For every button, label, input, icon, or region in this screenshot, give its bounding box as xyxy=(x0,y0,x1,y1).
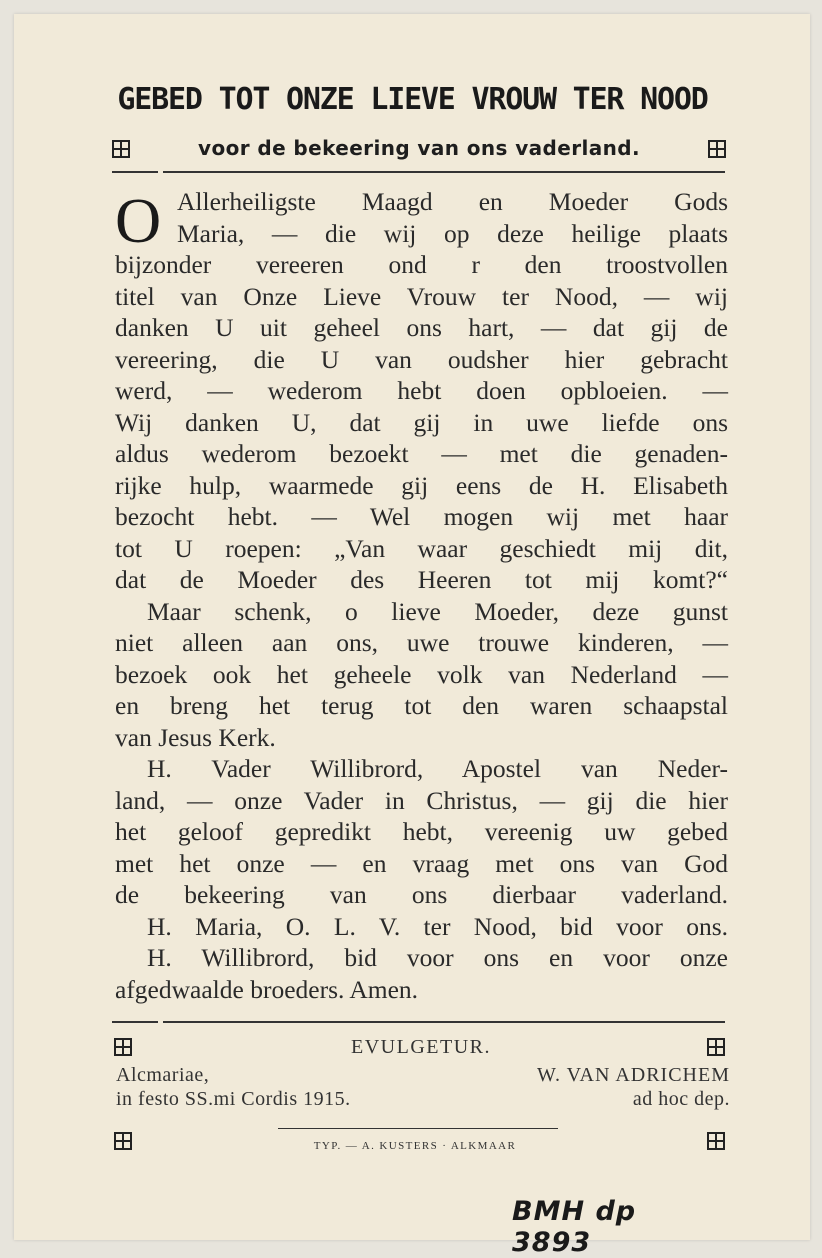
prayer-line: Maar schenk, o lieve Moeder, deze gunst xyxy=(147,596,728,626)
catalog-number: BMH dp 3893 xyxy=(512,1196,637,1258)
prayer-line: de bekeering van ons dierbaar vaderland. xyxy=(115,880,728,909)
ornament-icon xyxy=(112,140,130,158)
divider xyxy=(163,171,725,173)
ornament-icon xyxy=(707,1038,725,1056)
prayer-line: Maria, — die wij op deze heilige plaats xyxy=(177,218,728,248)
prayer-line: tot U roepen: „Van waar geschiedt mij dit, xyxy=(115,533,728,563)
prayer-line: het geloof gepredikt hebt, vereenig uw gebed xyxy=(115,817,728,846)
divider xyxy=(112,171,158,173)
prayer-line: H. Maria, O. L. V. ter Nood, bid voor ons. xyxy=(147,911,728,941)
prayer-line: titel van Onze Lieve Vrouw ter Nood, — wij xyxy=(115,281,728,311)
imprimatur-name: W. VAN ADRICHEM xyxy=(537,1064,730,1086)
prayer-line: werd, — wederom hebt doen opbloeien. — xyxy=(115,376,728,405)
imprimatur-role: ad hoc dep. xyxy=(632,1088,730,1110)
divider xyxy=(163,1021,725,1023)
prayer-line: Wij danken U, dat gij in uwe liefde ons xyxy=(115,407,728,437)
prayer-line: bezoek ook het geheele volk van Nederland — xyxy=(115,659,728,689)
prayer-subtitle: voor de bekeering van ons vaderland. xyxy=(198,136,640,160)
prayer-line: Allerheiligste Maagd en Moeder Gods xyxy=(177,187,728,216)
printer-imprint: TYP. — A. KUSTERS · ALKMAAR xyxy=(313,1140,517,1152)
imprimatur-date: in festo SS.mi Cordis 1915. xyxy=(116,1088,351,1110)
ornament-icon xyxy=(114,1038,132,1056)
prayer-line: afgedwaalde broeders. Amen. xyxy=(115,974,419,1004)
prayer-line: H. Willibrord, bid voor ons en voor onze xyxy=(147,943,728,972)
imprimatur-label: EVULGETUR. xyxy=(351,1036,491,1058)
prayer-line: danken U uit geheel ons hart, — dat gij de xyxy=(115,313,728,342)
prayer-line: land, — onze Vader in Christus, — gij die hier xyxy=(115,785,728,815)
prayer-line: met het onze — en vraag met ons van God xyxy=(115,848,728,878)
subtitle-row xyxy=(112,136,726,164)
prayer-line: bijzonder vereeren ond r den troostvollen xyxy=(115,250,728,279)
prayer-line: van Jesus Kerk. xyxy=(115,722,276,752)
prayer-line: dat de Moeder des Heeren tot mij komt?“ xyxy=(115,565,728,594)
prayer-line: en breng het terug tot den waren schaapstal xyxy=(115,691,728,720)
ornament-icon xyxy=(114,1132,132,1150)
imprimatur-place: Alcmariae, xyxy=(116,1064,210,1086)
ornament-icon xyxy=(707,1132,725,1150)
prayer-line: vereering, die U van oudsher hier gebracht xyxy=(115,344,728,374)
drop-cap: O xyxy=(115,185,162,256)
prayer-line: H. Vader Willibrord, Apostel van Neder- xyxy=(147,754,728,783)
divider xyxy=(278,1128,558,1129)
prayer-title: GEBED TOT ONZE LIEVE VROUW TER NOOD xyxy=(117,82,708,117)
prayer-line: niet alleen aan ons, uwe trouwe kinderen, — xyxy=(115,628,728,657)
ornament-icon xyxy=(708,140,726,158)
prayer-line: rijke hulp, waarmede gij eens de H. Elisabeth xyxy=(115,470,728,500)
prayer-body xyxy=(115,186,728,1005)
prayer-line: aldus wederom bezoekt — met die genaden- xyxy=(115,439,728,468)
prayer-line: bezocht hebt. — Wel mogen wij met haar xyxy=(115,502,728,531)
divider xyxy=(112,1021,158,1023)
